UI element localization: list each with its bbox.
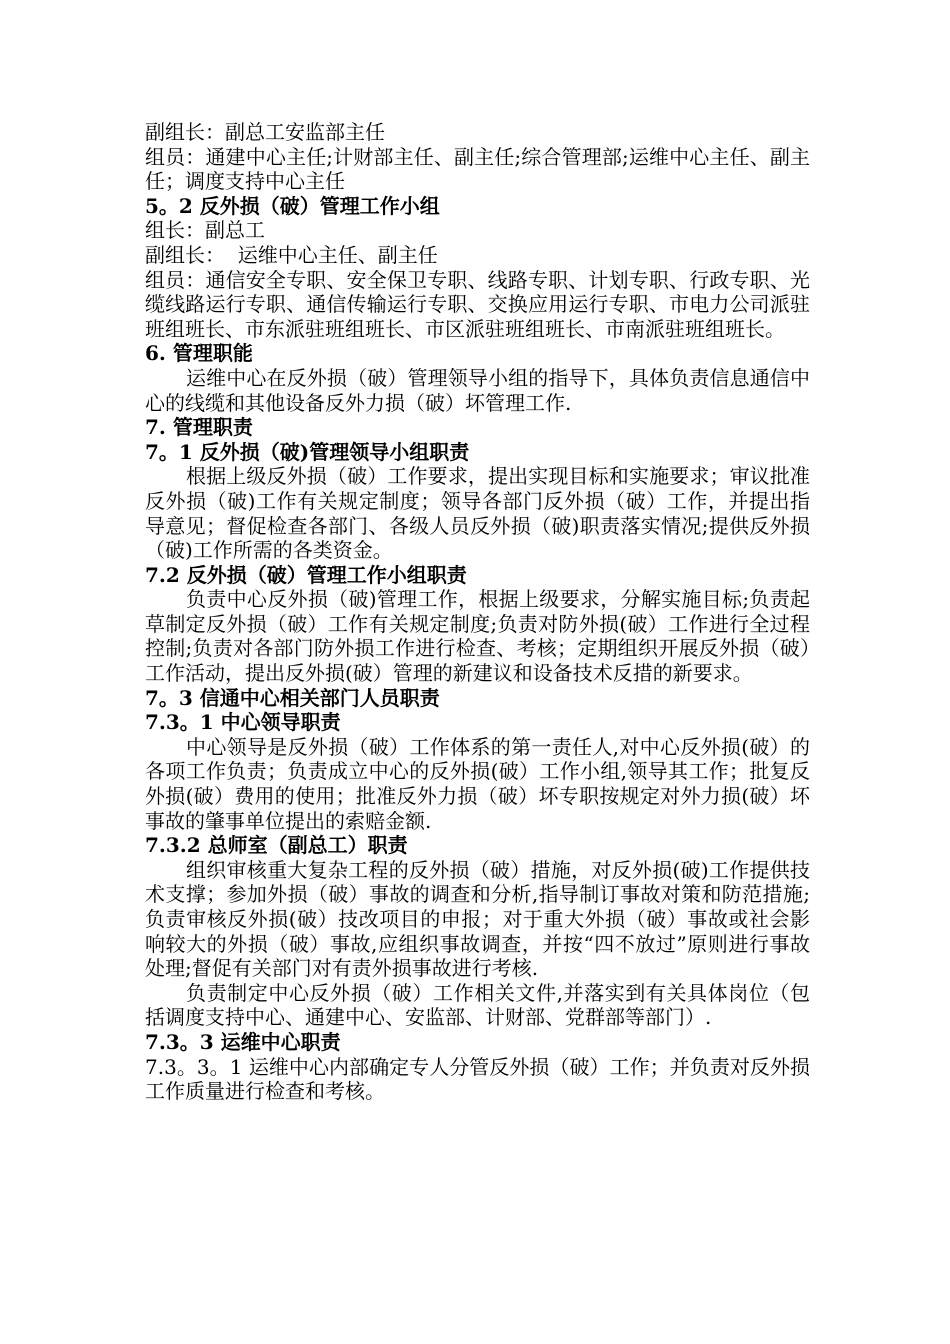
paragraph: 组员：通建中心主任;计财部主任、副主任;综合管理部;运维中心主任、副主任；调度支持中心主任: [145, 144, 810, 194]
section-heading: 7。3 信通中心相关部门人员职责: [145, 685, 440, 710]
paragraph: 副组长：副总工安监部主任: [145, 120, 385, 144]
section-heading: 7。1 反外损（破)管理领导小组职责: [145, 439, 470, 464]
section-heading: 7.2 反外损（破）管理工作小组职责: [145, 562, 467, 587]
section-heading: 6. 管理职能: [145, 341, 253, 366]
section-heading: 7.3。1 中心领导职责: [145, 710, 341, 735]
paragraph: 运维中心在反外损（破）管理领导小组的指导下，具体负责信息通信中心的线缆和其他设备反外力损（破）坏管理工作.: [145, 365, 810, 415]
section-heading: 5。2 反外损（破）管理工作小组: [145, 193, 440, 218]
section-heading: 7.3。3 运维中心职责: [145, 1029, 341, 1054]
paragraph: 组织审核重大复杂工程的反外损（破）措施，对反外损(破)工作提供技术支撑；参加外损（破）事故的调查和分析,指导制订事故对策和防范措施;负责审核反外损(破）技改项目的申报；对于重大外损（破）事故或社会影响较大的外损（破）事故,应组织事故调查，并按“四不放过”原则进行事故处理;督促有关部门对有责外损事故进行考核.: [145, 857, 810, 981]
paragraph: 根据上级反外损（破）工作要求，提出实现目标和实施要求；审议批准反外损（破)工作有关规定制度；领导各部门反外损（破）工作，并提出指导意见；督促检查各部门、各级人员反外损（破)职责落实情况;提供反外损（破)工作所需的各类资金。: [145, 464, 810, 563]
section-heading: 7.3.2 总师室（副总工）职责: [145, 833, 408, 858]
paragraph: 负责制定中心反外损（破）工作相关文件,并落实到有关具体岗位（包括调度支持中心、通建中心、安监部、计财部、党群部等部门）.: [145, 980, 810, 1030]
paragraph: 组员：通信安全专职、安全保卫专职、线路专职、计划专职、行政专职、光缆线路运行专职、通信传输运行专职、交换应用运行专职、市电力公司派驻班组班长、市东派驻班组班长、市区派驻班组班长、市南派驻班组班长。: [145, 267, 810, 341]
section-heading: 7. 管理职责: [145, 415, 253, 440]
paragraph: 负责中心反外损（破)管理工作，根据上级要求，分解实施目标;负责起草制定反外损（破）工作有关规定制度;负责对防外损(破）工作进行全过程控制;负责对各部门防外损工作进行检查、考核；定期组织开展反外损（破）工作活动，提出反外损(破）管理的新建议和设备技术反措的新要求。: [145, 587, 810, 686]
paragraph: 7.3。3。1 运维中心内部确定专人分管反外损（破）工作；并负责对反外损工作质量进行检查和考核。: [145, 1054, 810, 1104]
paragraph: 中心领导是反外损（破）工作体系的第一责任人,对中心反外损(破）的各项工作负责；负责成立中心的反外损(破）工作小组,领导其工作；批复反外损(破）费用的使用；批准反外力损（破）坏专职按规定对外力损(破）坏事故的肇事单位提出的索赔金额.: [145, 734, 810, 833]
paragraph: 副组长： 运维中心主任、副主任: [145, 242, 438, 267]
document-page: [145, 120, 810, 1104]
paragraph: 组长：副总工: [145, 218, 265, 243]
